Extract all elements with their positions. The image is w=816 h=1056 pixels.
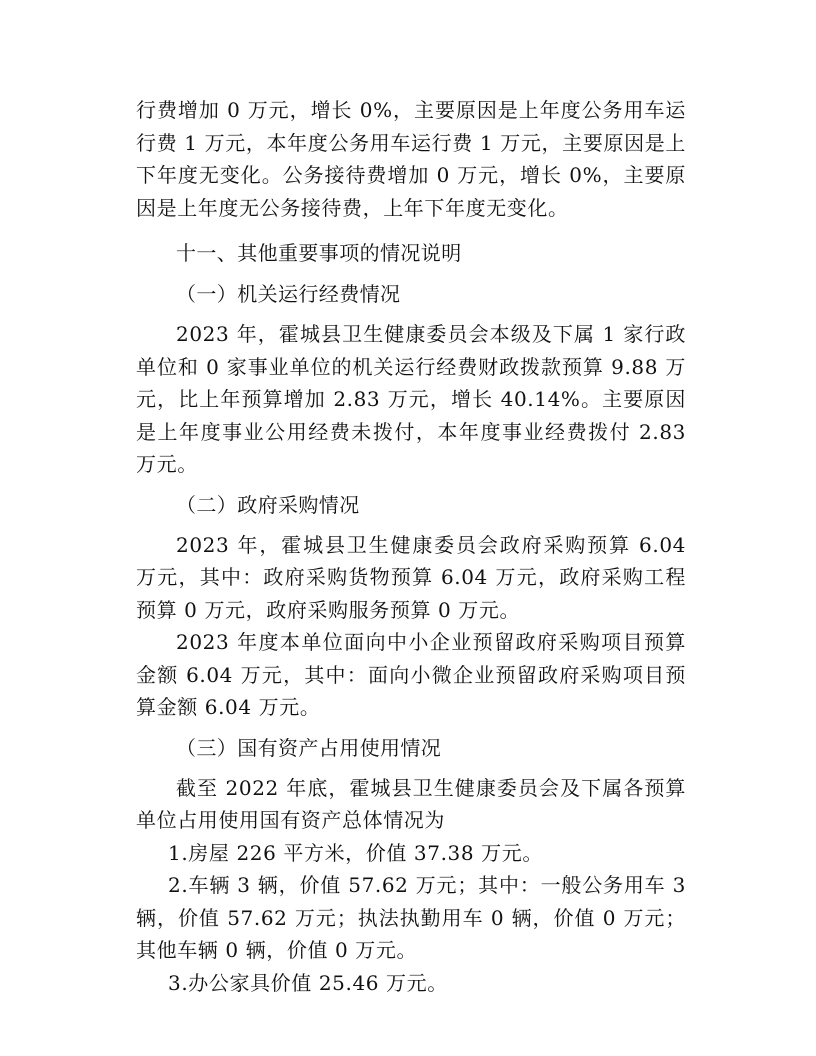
asset-item-housing: 1.房屋 226 平方米，价值 37.38 万元。 (168, 840, 543, 865)
subsection-heading-procurement: （二）政府采购情况 (176, 492, 360, 517)
subsection-heading-state-assets: （三）国有资产占用使用情况 (176, 735, 442, 760)
asset-item-vehicles: 2.车辆 3 辆，价值 57.62 万元；其中：一般公务用车 3 辆，价值 57.62 万元；执法执勤用车 0 辆，价值 0 万元；其他车辆 0 辆，价值 0 万元。 (136, 873, 686, 962)
intro-paragraph: 行费增加 0 万元，增长 0%，主要原因是上年度公务用车运行费 1 万元，本年度公务用车运行费 1 万元，主要原因是上下年度无变化。公务接待费增加 0 万元，增长 0%，主要原因是上年度无公务接待费，上年下年度无变化。 (136, 98, 686, 220)
state-assets-paragraph: 截至 2022 年底，霍城县卫生健康委员会及下属各预算单位占用使用国有资产总体情况为 (136, 775, 686, 832)
subsection-heading-operating-expenses: （一）机关运行经费情况 (176, 282, 401, 306)
procurement-paragraph-2: 2023 年度本单位面向中小企业预留政府采购项目预算金额 6.04 万元，其中：面向小微企业预留政府采购项目预算金额 6.04 万元。 (136, 630, 686, 719)
document-body (136, 94, 686, 999)
section-heading-other-matters: 十一、其他重要事项的情况说明 (176, 241, 462, 265)
procurement-paragraph-1: 2023 年，霍城县卫生健康委员会政府采购预算 6.04 万元，其中：政府采购货物预算 6.04 万元，政府采购工程预算 0 万元，政府采购服务预算 0 万元。 (136, 532, 686, 622)
operating-expenses-paragraph: 2023 年，霍城县卫生健康委员会本级及下属 1 家行政单位和 0 家事业单位的机关运行经费财政拨款预算 9.88 万元，比上年预算增加 2.83 万元，增长 40.14%。主要原因是上年度事业公用经费未拨付，本年度事业经费拨付 2.83 万元。 (136, 322, 686, 476)
asset-item-furniture: 3.办公家具价值 25.46 万元。 (168, 970, 448, 995)
